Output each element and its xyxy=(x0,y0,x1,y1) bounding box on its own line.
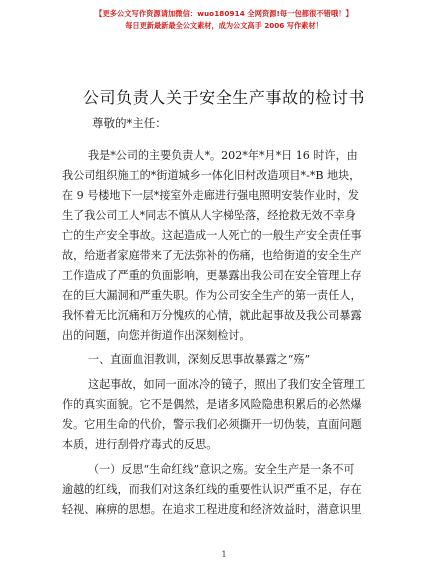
paragraph-line: 这起事故，如同一面冰冷的镜子，照出了我们安全管理工 xyxy=(88,378,366,391)
page-number: 1 xyxy=(221,550,227,559)
paragraph-line: 发。它用生命的代价，警示我们必须撕开一切伪装，直面问题 xyxy=(62,418,362,431)
promo-banner-line-2: 每日更新最新最全公文素材，成为公文高手 2006 写作素材！ xyxy=(125,21,323,30)
paragraph-line: 故，给逝者家庭带来了无法弥补的伤痛，也给街道的安全生产 xyxy=(62,249,362,262)
salutation: 尊敬的*主任： xyxy=(92,116,167,130)
promo-banner-line-1: 【更多公文写作资源请加微信：wuo180914 全网资源!每一包都很不错哦！】 xyxy=(95,9,353,18)
section-heading: 一、直面血泪教训，深刻反思事故暴露之“殇” xyxy=(88,353,311,366)
paragraph-line: 我是*公司的主要负责人*。202*年*月*日 16 时许，由 xyxy=(88,149,358,162)
document-title: 公司负责人关于安全生产事故的检讨书 xyxy=(82,88,366,107)
paragraph-line: 工作造成了严重的负面影响，更暴露出我公司在安全管理上存 xyxy=(62,269,362,282)
paragraph-line: 本质，进行刮骨疗毒式的反思。 xyxy=(62,438,218,451)
paragraph-line: 在 9 号楼地下一层*接室外走廊进行强电照明安装作业时，发 xyxy=(62,189,360,202)
paragraph-line: 我公司组织施工的*街道城乡一体化旧村改造项目*-*B 地块， xyxy=(62,169,361,182)
paragraph-line: 逾越的红线，而我们对这条红线的重要性认识严重不足，存在 xyxy=(62,483,362,496)
paragraph-line: 出的问题，向您并街道作出深刻检讨。 xyxy=(62,329,251,342)
paragraph-line: 亡的生产安全事故。这起造成一人死亡的一般生产安全责任事 xyxy=(62,229,362,242)
paragraph-line: 生了我公司工人*同志不慎从人字梯坠落，经抢救无效不幸身 xyxy=(62,209,356,222)
paragraph-line: 我怀着无比沉痛和万分愧疚的心情，就此起事故及我公司暴露 xyxy=(62,309,362,322)
paragraph-line: 作的真实面貌。它不是偶然，是诸多风险隐患积累后的必然爆 xyxy=(62,398,362,411)
subsection-heading: （一）反思“生命红线”意识之殇。安全生产是一条不可 xyxy=(88,463,355,476)
paragraph-line: 在的巨大漏洞和严重失职。作为公司安全生产的第一责任人， xyxy=(62,289,362,302)
paragraph-line: 轻视、麻痹的思想。在追求工程进度和经济效益时，潜意识里 xyxy=(62,503,362,516)
